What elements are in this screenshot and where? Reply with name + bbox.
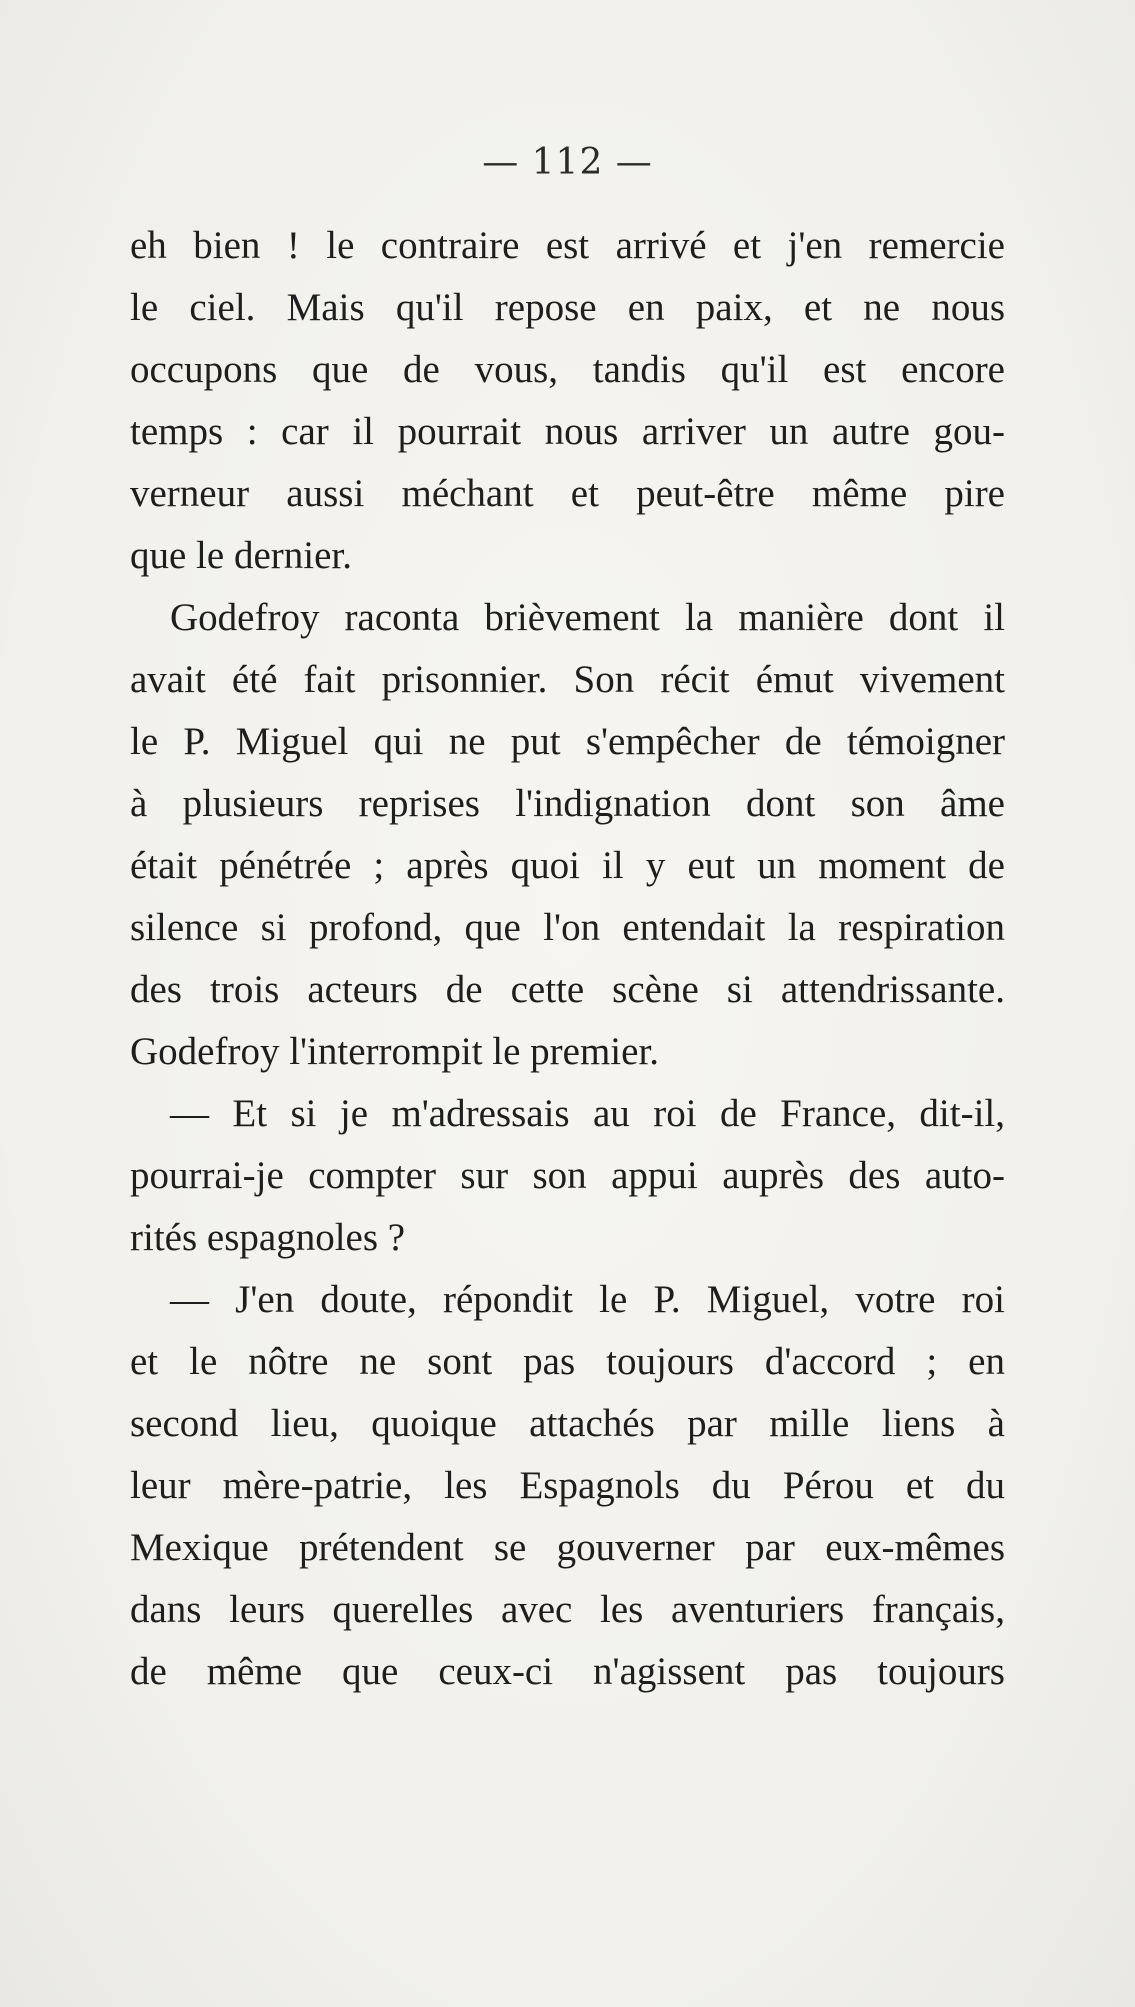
- text-line: à plusieurs reprises l'indignation dont son âme: [130, 782, 1005, 825]
- page-number: — 112 —: [482, 142, 653, 183]
- text-line: le P. Miguel qui ne put s'empêcher de témoigner: [130, 720, 1005, 763]
- text-line: et le nôtre ne sont pas toujours d'accord ; en: [130, 1340, 1005, 1383]
- text-line: eh bien ! le contraire est arrivé et j'en remercie: [130, 224, 1005, 267]
- text-line: était pénétrée ; après quoi il y eut un moment de: [130, 844, 1005, 887]
- text-line: second lieu, quoique attachés par mille liens à: [130, 1402, 1005, 1445]
- text-line: le ciel. Mais qu'il repose en paix, et ne nous: [130, 286, 1005, 329]
- text-line: Godefroy raconta brièvement la manière dont il: [170, 596, 1005, 639]
- text-line: de même que ceux-ci n'agissent pas toujours: [130, 1650, 1005, 1693]
- text-line: dans leurs querelles avec les aventuriers français,: [130, 1588, 1005, 1631]
- text-line: — J'en doute, répondit le P. Miguel, votre roi: [170, 1278, 1005, 1321]
- text-line: que le dernier.: [130, 534, 352, 577]
- text-line: avait été fait prisonnier. Son récit émut vivement: [130, 658, 1005, 701]
- body-text: [130, 215, 1005, 1703]
- text-line: Godefroy l'interrompit le premier.: [130, 1030, 660, 1073]
- text-line: rités espagnoles ?: [130, 1216, 406, 1259]
- text-line: temps : car il pourrait nous arriver un autre gou-: [130, 410, 1005, 453]
- text-line: leur mère-patrie, les Espagnols du Pérou et du: [130, 1464, 1005, 1507]
- text-line: des trois acteurs de cette scène si attendrissante.: [130, 968, 1005, 1011]
- text-line: — Et si je m'adressais au roi de France, dit-il,: [170, 1092, 1005, 1135]
- text-line: silence si profond, que l'on entendait la respiration: [130, 906, 1005, 949]
- text-line: Mexique prétendent se gouverner par eux-mêmes: [130, 1526, 1005, 1569]
- text-line: verneur aussi méchant et peut-être même pire: [130, 472, 1005, 515]
- text-line: occupons que de vous, tandis qu'il est encore: [130, 348, 1005, 391]
- text-line: pourrai-je compter sur son appui auprès des auto-: [130, 1154, 1005, 1197]
